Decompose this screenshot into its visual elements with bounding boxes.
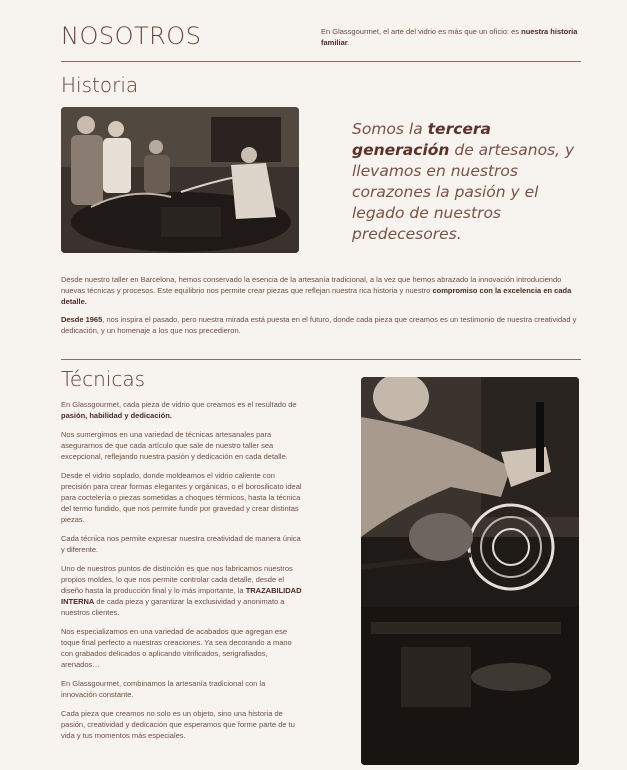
tecnicas-paragraph: Uno de nuestros puntos de distinción es que nos fabricamos nuestros propios moldes, lo que nos permite controlar cada detalle, desde el diseño hasta la producción final y lo más importante, la TRAZABILIDAD INTERNA de cada pieza y garantizar la exclusividad y anonimato a nuestros clientes. bbox=[61, 564, 302, 617]
historia-quote: Somos la tercera generación de artesanos, y llevamos en nuestros corazones la pasión y el legado de nuestros predecesores. bbox=[352, 120, 575, 243]
historia-photo bbox=[61, 107, 299, 253]
section-title-tecnicas: Técnicas bbox=[61, 367, 146, 391]
tecnicas-body bbox=[61, 399, 303, 749]
historia-paragraph-2: Desde 1965, nos inspira el pasado, pero nuestra mirada está puesta en el futuro, donde cada pieza que creamos es un testimonio de nuestra creatividad y dedicación, y un homenaje a los que nos precedieron. bbox=[61, 315, 577, 335]
section-title-historia: Historia bbox=[61, 73, 139, 97]
historia-paragraph-1: Desde nuestro taller en Barcelona, hemos conservado la esencia de la artesanía tradicional, a la vez que hemos abrazado la innovación introduciendo nuevas técnicas y procesos. Este equilibrio nos permite crear piezas que reflejan nuestra rica historia y nuestro compromiso con la excelencia en cada detalle. bbox=[61, 275, 572, 306]
tecnicas-paragraph: Desde el vidrio soplado, donde moldeamos el vidrio caliente con precisión para crear formas elegantes y orgánicas, o el borosilicato ideal para coctelería o piezas sometidas a choques térmicos, hasta la técnica del termo fundido, que nos permite fundir por gravedad y crear distintas piezas. bbox=[61, 471, 302, 524]
tecnicas-paragraph: Cada técnica nos permite expresar nuestra creatividad de manera única y diferente. bbox=[61, 534, 301, 554]
divider bbox=[61, 359, 581, 360]
tecnicas-photo bbox=[361, 377, 579, 765]
tecnicas-paragraph: Nos especializamos en una variedad de acabados que agregan ese toque final perfecto a nuestras creaciones. Ya sea decorando a mano con grabados delicados o aplicando vitrificados, serigrafiados, arenados… bbox=[61, 627, 292, 669]
tecnicas-paragraph: Nos sumergimos en una variedad de técnicas artesanales para asegurarnos de que cada artículo que sale de nuestro taller sea excepcional, reflejando nuestra pasión y dedicación en cada detalle. bbox=[61, 430, 288, 461]
page-title: NOSOTROS bbox=[61, 22, 202, 50]
tecnicas-paragraph: Cada pieza que creamos no solo es un objeto, sino una historia de pasión, creatividad y dedicación que esperamos que forme parte de tu vida y tus momentos más especiales. bbox=[61, 709, 295, 740]
intro-text: En Glassgourmet, el arte del vidrio es más que un oficio: es nuestra historia familiar. bbox=[321, 27, 578, 47]
tecnicas-paragraph: En Glassgourmet, cada pieza de vidrio que creamos es el resultado de pasión, habilidad y dedicación. bbox=[61, 400, 297, 420]
tecnicas-paragraph: En Glassgourmet, combinamos la artesanía tradicional con la innovación constante. bbox=[61, 679, 266, 699]
divider bbox=[61, 61, 581, 62]
